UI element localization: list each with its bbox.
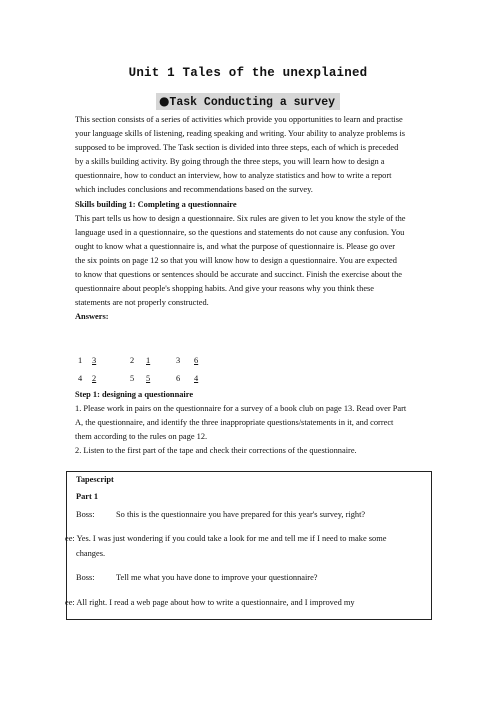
speaker-label: Boss: <box>76 510 95 519</box>
answer-number: 3 <box>176 356 181 365</box>
step1-heading: Step 1: designing a questionnaire <box>75 390 194 399</box>
tapescript-line <box>76 510 365 519</box>
skills-line: to know that questions or sentences should be accurate and succinct. Finish the exercise about the <box>75 270 402 280</box>
intro-line: which includes conclusions and recommendations based on the survey. <box>75 185 313 195</box>
tapescript-box <box>66 471 432 620</box>
speaker-label: Boss: <box>76 573 95 582</box>
speaker-label: ee: <box>65 534 75 543</box>
bullet-icon: ● <box>158 94 170 108</box>
intro-line: your language skills of listening, reading speaking and writing. Your ability to analyze problems is <box>75 129 406 139</box>
answers-heading: Answers: <box>75 312 109 322</box>
unit-title: Unit 1 Tales of the unexplained <box>128 66 368 80</box>
skills-line: questionnaire about people's shopping habits. And give your reasons why you think these <box>75 284 375 294</box>
answer-number: 4 <box>78 374 83 383</box>
answer-value: 4 <box>194 374 199 383</box>
speaker-label: ee: <box>65 598 75 607</box>
task-banner <box>156 93 340 110</box>
line-text: changes. <box>76 549 106 558</box>
tapescript-line <box>76 573 318 582</box>
intro-line: questionnaire, how to conduct an interview, how to analyze statistics and how to write a report <box>75 171 392 181</box>
line-text: Yes. I was just wondering if you could take a look for me and tell me if I need to make some <box>76 534 387 543</box>
line-text: So this is the questionnaire you have prepared for this year's survey, right? <box>116 510 366 519</box>
step1-line: 2. Listen to the first part of the tape and check their corrections of the questionnaire. <box>75 446 357 456</box>
answer-number: 6 <box>176 374 181 383</box>
tapescript-line <box>65 534 386 543</box>
tapescript-heading: Tapescript <box>76 475 114 484</box>
answer-number: 5 <box>130 374 135 383</box>
skills-line: the six points on page 12 so that you will know how to design a questionnaire. You are expected <box>75 255 397 265</box>
tapescript-part: Part 1 <box>76 492 99 501</box>
answer-value: 5 <box>146 374 151 383</box>
tapescript-line <box>65 598 355 607</box>
step1-line: 1. Please work in pairs on the questionnaire for a survey of a book club on page 13. Read over Part <box>75 404 407 414</box>
task-banner-wrap <box>0 92 496 110</box>
step1-line: A, the questionnaire, and identify the three inappropriate questions/statements in it, and correct <box>75 418 394 428</box>
skills-line: language used in a questionnaire, so the questions and statements do not cause any confusion. You <box>75 227 405 237</box>
answer-number: 1 <box>78 356 83 365</box>
line-text: Tell me what you have done to improve your questionnaire? <box>116 573 318 582</box>
line-text: All right. I read a web page about how to write a questionnaire, and I improved my <box>76 598 355 607</box>
answers-row <box>78 374 214 383</box>
intro-line: This section consists of a series of activities which provide you opportunities to learn and practise <box>75 115 403 124</box>
answer-value: 6 <box>194 356 199 365</box>
skills-line: ought to know what a questionnaire is, and what the purpose of questionnaire is. Please go over <box>75 241 396 251</box>
answer-value: 3 <box>92 356 97 365</box>
tapescript-line <box>76 549 105 558</box>
skills-heading: Skills building 1: Completing a questionnaire <box>75 199 237 209</box>
answer-number: 2 <box>130 356 135 365</box>
skills-line: This part tells us how to design a questionnaire. Six rules are given to let you know the style of the <box>75 213 406 223</box>
step1-section <box>75 388 435 458</box>
intro-line: supposed to be improved. The Task section is divided into three steps, each of which is preceded <box>75 143 399 153</box>
answer-value: 1 <box>146 356 151 365</box>
task-banner-label: Task Conducting a survey <box>169 96 336 109</box>
skills-line: statements are not properly constructed. <box>75 298 209 308</box>
step1-line: them according to the rules on page 12. <box>75 432 208 442</box>
intro-paragraph <box>75 113 435 324</box>
intro-line: by a skills building activity. By going through the three steps, you will learn how to design a <box>75 157 385 167</box>
answer-value: 2 <box>92 374 97 383</box>
answers-row <box>78 356 214 365</box>
